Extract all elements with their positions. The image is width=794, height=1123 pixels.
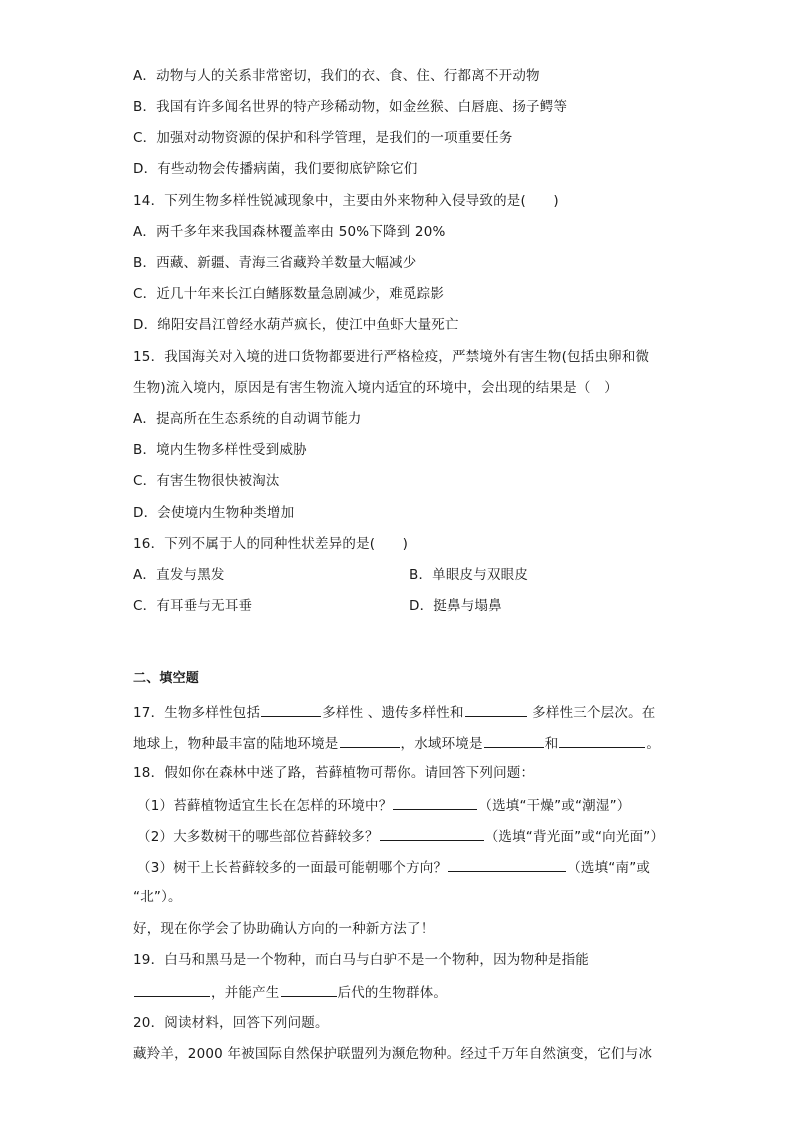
q16-option-d: D．挺鼻与塌鼻 — [409, 598, 502, 614]
q16-option-a: A．直发与黑发 — [133, 567, 225, 583]
q17-blank-3[interactable] — [340, 732, 400, 748]
q14-option-d: D．绵阳安昌江曾经水葫芦疯长，使江中鱼虾大量死亡 — [133, 317, 459, 333]
q13-option-b: B．我国有许多闻名世界的特产珍稀动物，如金丝猴、白唇鹿、扬子鳄等 — [133, 99, 568, 115]
q18-sub3-question: （3）树干上长苔藓较多的一面最可能朝哪个方向？ — [137, 860, 448, 876]
q19-blank-2[interactable] — [281, 981, 337, 997]
q18-sub3-hint-continued: “北”）。 — [133, 889, 182, 905]
q15-option-b: B．境内生物多样性受到威胁 — [133, 442, 307, 458]
q17-text-f: 和 — [544, 736, 559, 752]
q17-text-e: ，水域环境是 — [400, 736, 483, 752]
q18-sub3-hint: （选填“南”或 — [567, 860, 651, 876]
q18-sub2-hint: （选填“背光面”或“向光面”） — [484, 829, 665, 845]
q17-line1 — [133, 701, 655, 723]
q15-option-d: D．会使境内生物种类增加 — [133, 505, 295, 521]
q19-line2 — [133, 981, 447, 1003]
q19-blank-1[interactable] — [134, 981, 210, 997]
q17-blank-2[interactable] — [465, 701, 527, 717]
q18-blank-3[interactable] — [448, 856, 566, 872]
q13-option-d: D．有些动物会传播病菌，我们要彻底铲除它们 — [133, 161, 418, 177]
q17-line2 — [133, 732, 660, 754]
q18-sub1 — [137, 794, 630, 816]
q15-stem-line1: 15．我国海关对入境的进口货物都要进行严格检疫，严禁境外有害生物(包括虫卵和微 — [133, 349, 650, 365]
q17-blank-1[interactable] — [261, 701, 321, 717]
q20-stem: 20．阅读材料，回答下列问题。 — [133, 1015, 329, 1031]
q14-option-c: C．近几十年来长江白鳍豚数量急剧减少，难觅踪影 — [133, 286, 445, 302]
q18-sub2-question: （2）大多数树干的哪些部位苔藓较多？ — [137, 829, 379, 845]
q17-text-d: 地球上，物种最丰富的陆地环境是 — [133, 736, 339, 752]
q16-option-c: C．有耳垂与无耳垂 — [133, 598, 253, 614]
q18-sub2 — [137, 825, 664, 847]
q18-sub1-hint: （选填“干燥”或“潮湿”） — [478, 798, 631, 814]
q15-stem-line2: 生物)流入境内，原因是有害生物流入境内适宜的环境中，会出现的结果是（ ） — [133, 380, 618, 396]
q18-sub3 — [137, 856, 650, 878]
q14-option-b: B．西藏、新疆、青海三省藏羚羊数量大幅减少 — [133, 255, 417, 271]
q16-stem: 16．下列不属于人的同种性状差异的是( ) — [133, 536, 409, 552]
q18-blank-2[interactable] — [380, 825, 484, 841]
q19-text-a: ，并能产生 — [211, 985, 280, 1001]
q17-blank-5[interactable] — [559, 732, 645, 748]
q20-paragraph: 藏羚羊，2000 年被国际自然保护联盟列为濒危物种。经过千万年自然演变，它们与冰 — [133, 1046, 653, 1062]
q13-option-c: C．加强对动物资源的保护和科学管理，是我们的一项重要任务 — [133, 130, 513, 146]
q19-line1: 19．白马和黑马是一个物种，而白马与白驴不是一个物种，因为物种是指能 — [133, 952, 589, 968]
q13-option-a: A．动物与人的关系非常密切，我们的衣、食、住、行都离不开动物 — [133, 68, 540, 84]
q18-closing: 好，现在你学会了协助确认方向的一种新方法了！ — [133, 921, 435, 937]
q14-stem: 14．下列生物多样性锐减现象中，主要由外来物种入侵导致的是( ) — [133, 193, 559, 209]
q15-option-a: A．提高所在生态系统的自动调节能力 — [133, 411, 362, 427]
q14-option-a: A．两千多年来我国森林覆盖率由 50%下降到 20% — [133, 224, 446, 240]
q18-sub1-question: （1）苔藓植物适宜生长在怎样的环境中？ — [137, 798, 393, 814]
q17-text-b: 多样性 、遗传多样性和 — [322, 705, 464, 721]
q17-text-c: 多样性三个层次。在 — [527, 705, 656, 721]
q17-text-g: 。 — [646, 736, 661, 752]
q17-text-a: 17．生物多样性包括 — [133, 705, 261, 721]
q16-option-b: B．单眼皮与双眼皮 — [409, 567, 529, 583]
section-title-fill-in: 二、填空题 — [133, 671, 200, 686]
q19-text-b: 后代的生物群体。 — [337, 985, 448, 1001]
q18-blank-1[interactable] — [393, 794, 477, 810]
q18-stem: 18．假如你在森林中迷了路，苔藓植物可帮你。请回答下列问题： — [133, 765, 535, 781]
q15-option-c: C．有害生物很快被淘汰 — [133, 473, 280, 489]
q17-blank-4[interactable] — [484, 732, 544, 748]
